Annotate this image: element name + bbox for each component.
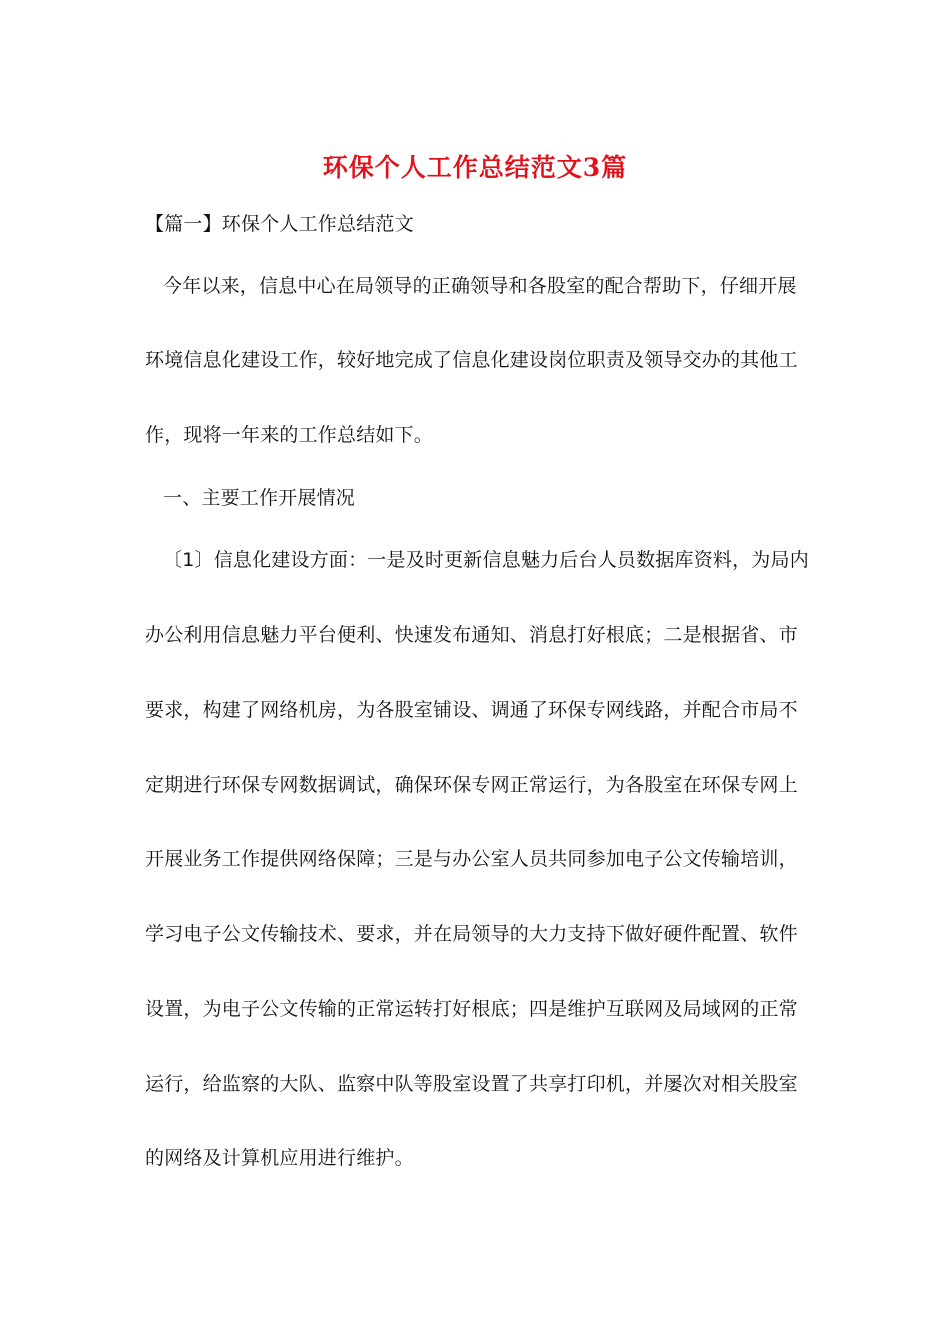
paragraph-line: 运行，给监察的大队、监察中队等股室设置了共享打印机，并屡次对相关股室 bbox=[145, 1073, 798, 1095]
paragraph-line: 设置，为电子公文传输的正常运转打好根底；四是维护互联网及局域网的正常 bbox=[145, 998, 798, 1020]
subsection-heading: 一、主要工作开展情况 bbox=[163, 487, 356, 509]
paragraph-line: 环境信息化建设工作，较好地完成了信息化建设岗位职责及领导交办的其他工 bbox=[145, 349, 798, 371]
paragraph-line: 〔1〕信息化建设方面：一是及时更新信息魅力后台人员数据库资料，为局内 bbox=[163, 549, 809, 571]
paragraph-line: 办公利用信息魅力平台便利、快速发布通知、消息打好根底；二是根据省、市 bbox=[145, 624, 798, 646]
section-heading: 【篇一】环保个人工作总结范文 bbox=[145, 213, 414, 235]
paragraph-line: 今年以来，信息中心在局领导的正确领导和各股室的配合帮助下，仔细开展 bbox=[163, 275, 797, 297]
paragraph-line: 作，现将一年来的工作总结如下。 bbox=[145, 424, 434, 446]
paragraph-line: 学习电子公文传输技术、要求，并在局领导的大力支持下做好硬件配置、软件 bbox=[145, 923, 798, 945]
document-title: 环保个人工作总结范文3篇 bbox=[322, 153, 628, 182]
paragraph-line: 的网络及计算机应用进行维护。 bbox=[145, 1147, 414, 1169]
paragraph-line: 要求，构建了网络机房，为各股室铺设、调通了环保专网线路，并配合市局不 bbox=[145, 699, 798, 721]
paragraph-line: 定期进行环保专网数据调试，确保环保专网正常运行，为各股室在环保专网上 bbox=[145, 774, 798, 796]
paragraph-line: 开展业务工作提供网络保障；三是与办公室人员共同参加电子公文传输培训， bbox=[145, 848, 798, 870]
